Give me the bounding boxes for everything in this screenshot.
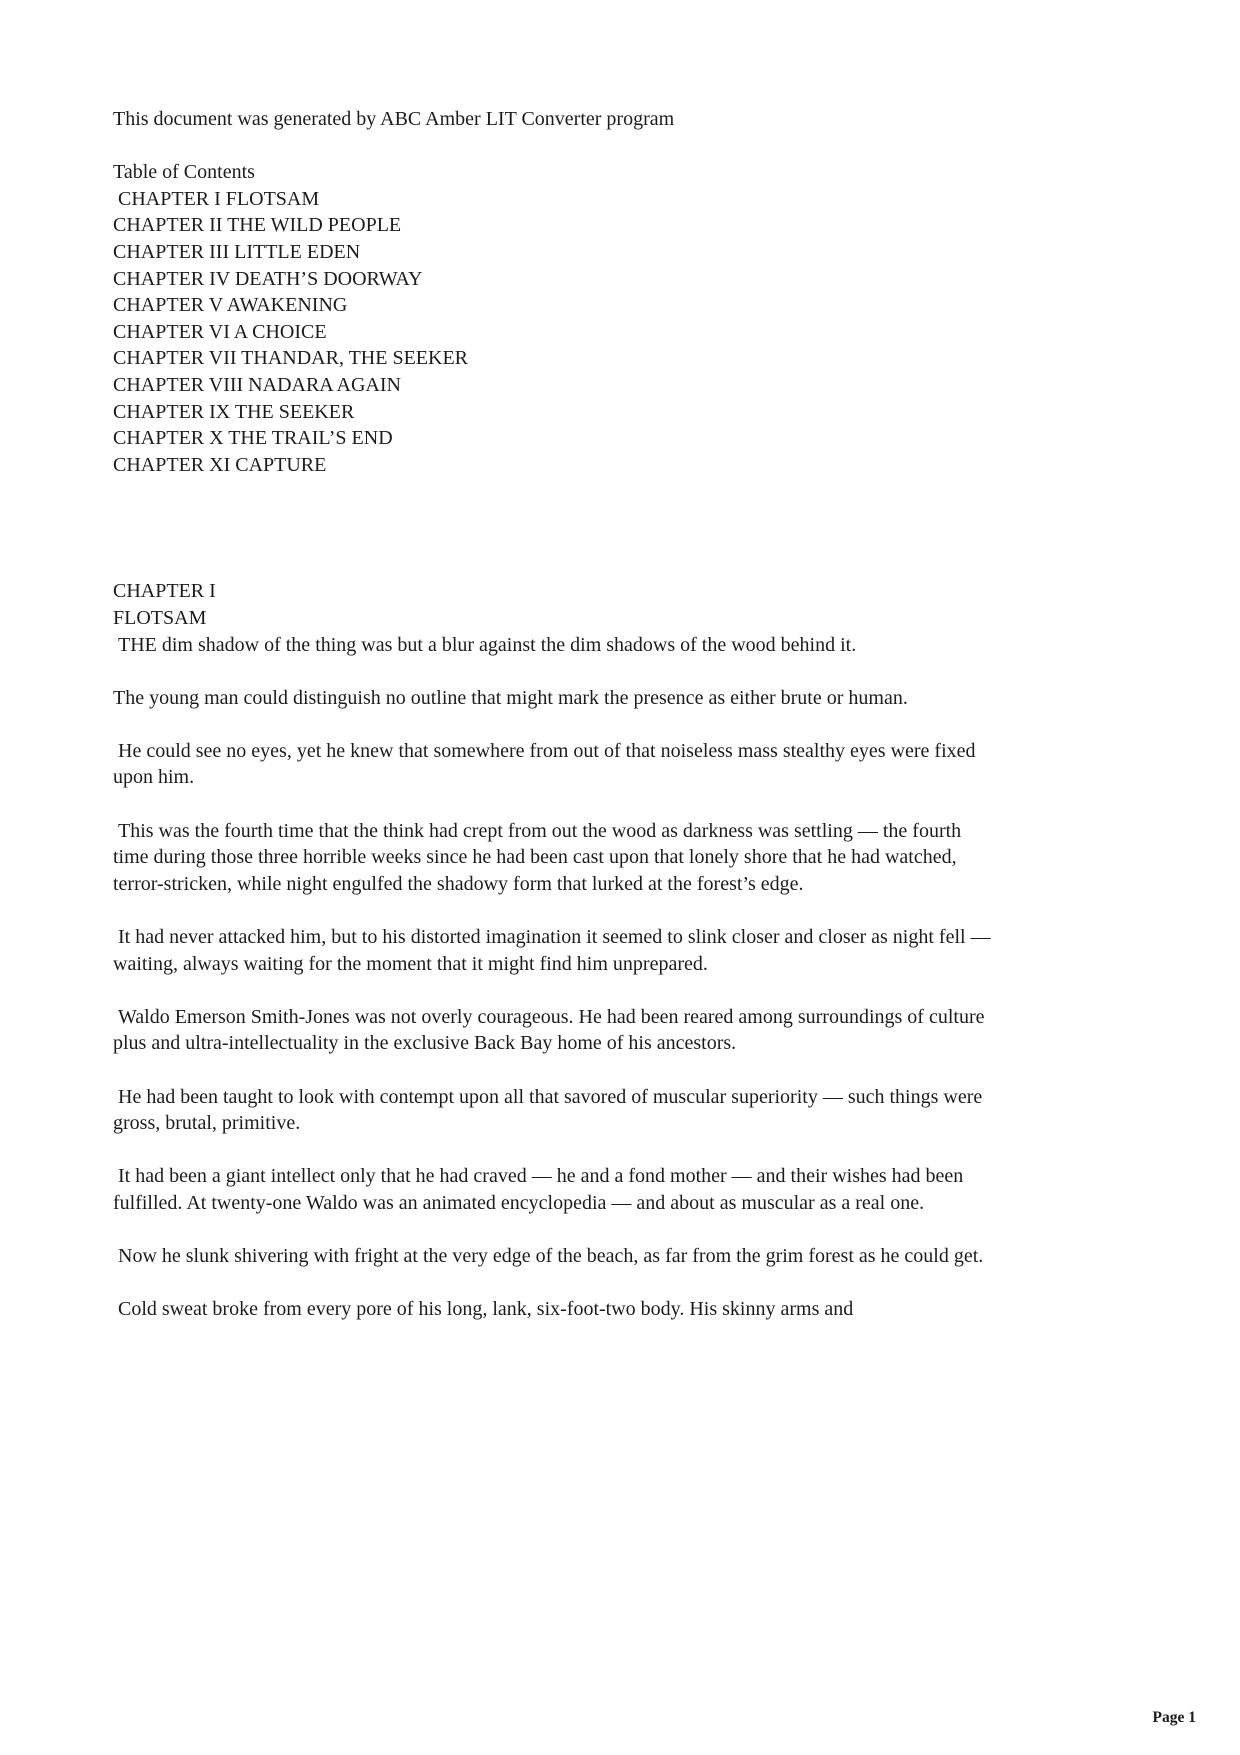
chapter-paragraph: THE dim shadow of the thing was but a blur against the dim shadows of the wood behind it. bbox=[113, 633, 857, 656]
toc-entry: CHAPTER II THE WILD PEOPLE bbox=[113, 214, 402, 237]
chapter-paragraph: Waldo Emerson Smith-Jones was not overly courageous. He had been reared among surroundings of culture plus and ultra-intellectuality in the exclusive Back Bay home of his ancestors. bbox=[113, 1005, 990, 1055]
toc-entry: CHAPTER I FLOTSAM bbox=[113, 187, 320, 210]
toc-entry: CHAPTER IV DEATH’S DOORWAY bbox=[113, 267, 423, 290]
page-footer bbox=[1153, 1709, 1196, 1727]
toc-entry: CHAPTER VI A CHOICE bbox=[113, 320, 327, 343]
toc-entry: CHAPTER VIII NADARA AGAIN bbox=[113, 373, 401, 396]
toc-title: Table of Contents bbox=[113, 161, 255, 184]
chapter-title: FLOTSAM bbox=[113, 606, 207, 629]
toc-entries bbox=[113, 186, 998, 479]
chapter-paragraph: It had been a giant intellect only that he had craved — he and a fond mother — and their wishes had been fulfilled. At twenty-one Waldo was an animated encyclopedia — and about as muscular as a real one. bbox=[113, 1165, 969, 1214]
chapter-paragraph: This was the fourth time that the think had crept from out the wood as darkness was settling — the fourth time during those three horrible weeks since he had been cast upon that lonely shore that he had watched, terror-stricken, while night engulfed the shadowy form that lurked at the forest’s edge. bbox=[113, 819, 967, 895]
chapter-paragraph: He had been taught to look with contempt upon all that savored of muscular superiority — such things were gross, brutal, primitive. bbox=[113, 1085, 988, 1135]
chapter-number: CHAPTER I bbox=[113, 580, 216, 603]
page-content bbox=[113, 106, 998, 1323]
chapter-paragraphs bbox=[113, 632, 998, 1323]
table-of-contents bbox=[113, 159, 998, 478]
toc-entry: CHAPTER VII THANDAR, THE SEEKER bbox=[113, 347, 469, 370]
chapter-section bbox=[113, 578, 998, 1323]
page-number: Page 1 bbox=[1152, 1709, 1196, 1726]
chapter-paragraph: Now he slunk shivering with fright at the very edge of the beach, as far from the grim forest as he could get. bbox=[113, 1245, 984, 1268]
chapter-paragraph: Cold sweat broke from every pore of his long, lank, six-foot-two body. His skinny arms and bbox=[113, 1298, 854, 1321]
chapter-paragraph: He could see no eyes, yet he knew that somewhere from out of that noiseless mass stealthy eyes were fixed upon him. bbox=[113, 739, 981, 789]
toc-entry: CHAPTER IX THE SEEKER bbox=[113, 400, 355, 423]
toc-entry: CHAPTER XI CAPTURE bbox=[113, 453, 327, 476]
converter-note: This document was generated by ABC Amber LIT Converter program bbox=[113, 108, 675, 130]
toc-entry: CHAPTER III LITTLE EDEN bbox=[113, 240, 361, 263]
toc-entry: CHAPTER V AWAKENING bbox=[113, 294, 348, 317]
toc-entry: CHAPTER X THE TRAIL’S END bbox=[113, 427, 393, 450]
chapter-paragraph: The young man could distinguish no outline that might mark the presence as either brute or human. bbox=[113, 686, 908, 709]
chapter-paragraph: It had never attacked him, but to his distorted imagination it seemed to slink closer and closer as night fell — waiting, always waiting for the moment that it might find him unprepared. bbox=[113, 926, 996, 975]
